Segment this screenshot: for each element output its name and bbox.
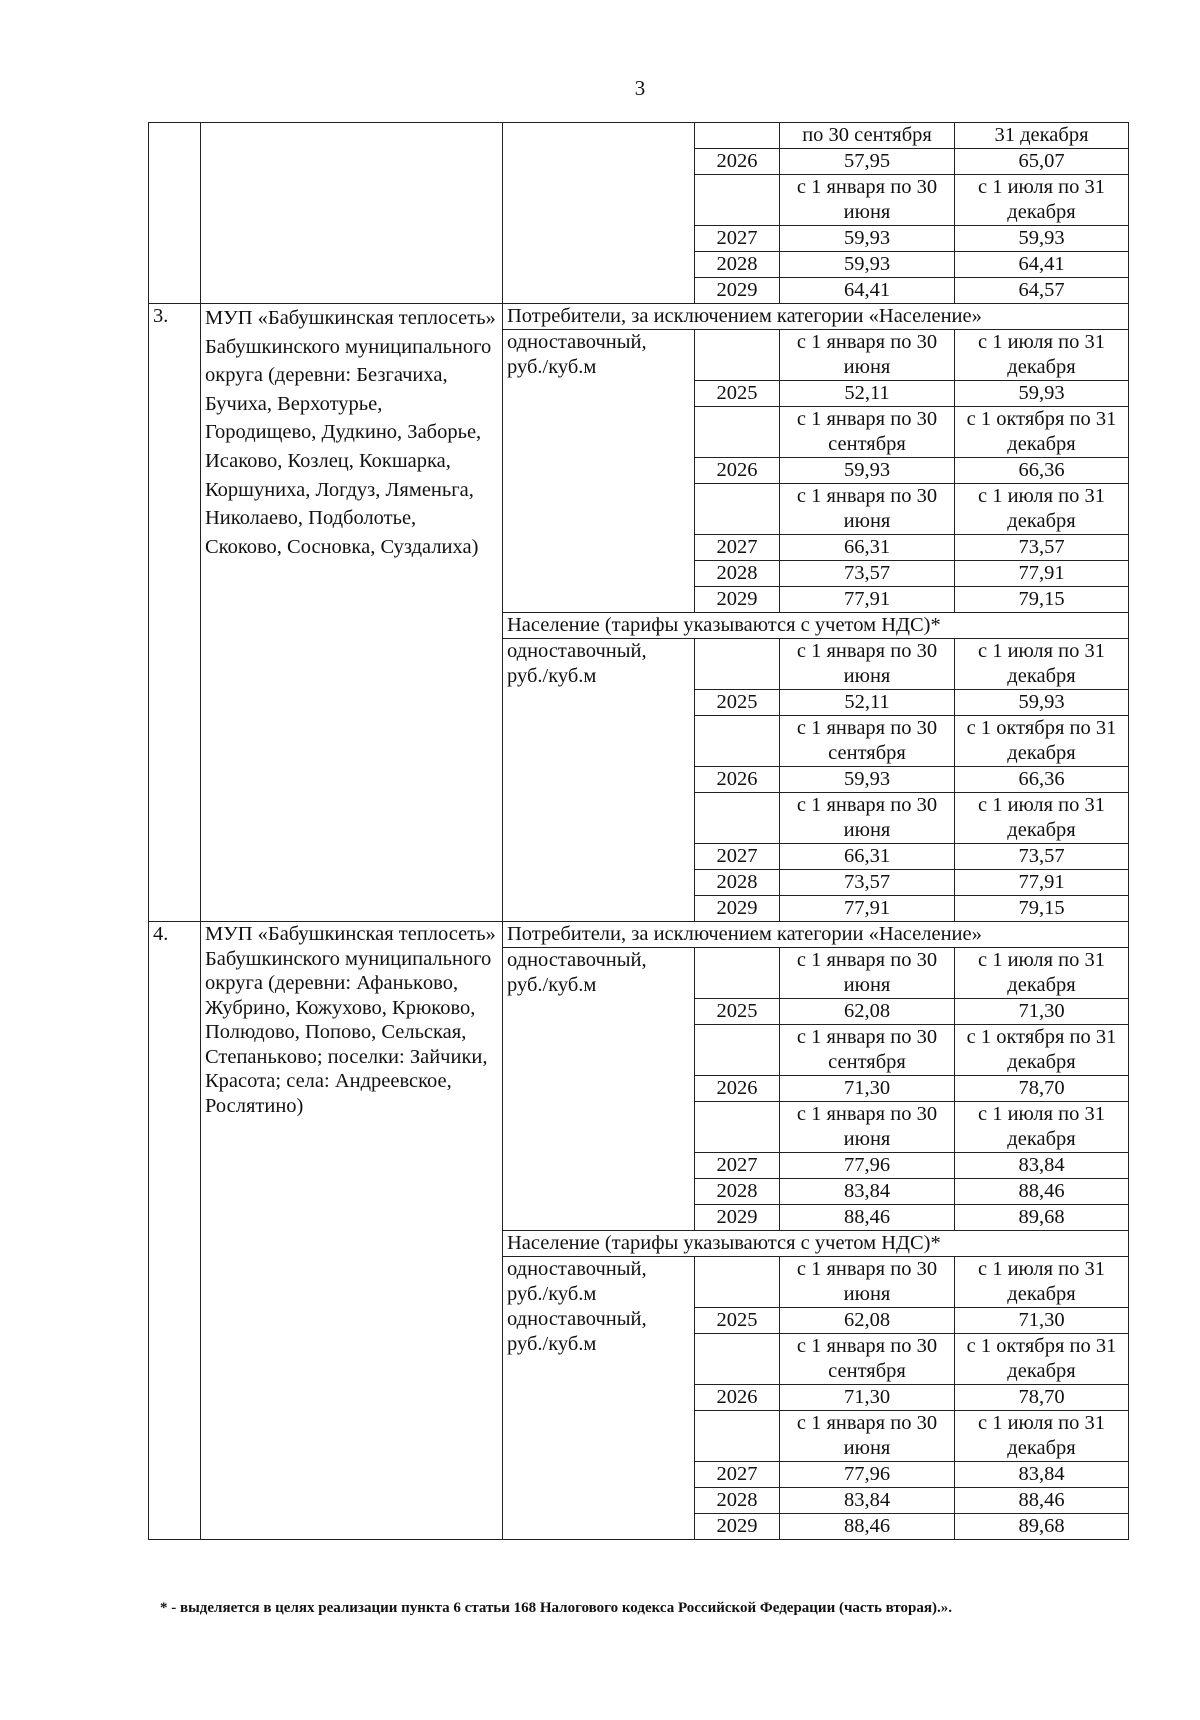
consumer-category-title: Население (тарифы указываются с учетом НДС)* — [503, 613, 1129, 639]
year-cell: 2027 — [695, 844, 780, 870]
period-value-2: 64,41 — [955, 252, 1129, 278]
period-value-1: с 1 января по 30 июня — [780, 484, 955, 535]
period-value-1: 52,11 — [780, 690, 955, 716]
year-cell: 2028 — [695, 561, 780, 587]
year-cell: 2028 — [695, 870, 780, 896]
period-value-2: с 1 июля по 31 декабря — [955, 948, 1129, 999]
year-cell: 2026 — [695, 458, 780, 484]
period-value-1: 59,93 — [780, 767, 955, 793]
period-value-1: 62,08 — [780, 999, 955, 1025]
consumer-category-title: Потребители, за исключением категории «Население» — [503, 922, 1129, 948]
period-value-1: с 1 января по 30 июня — [780, 1411, 955, 1462]
period-value-2: с 1 июля по 31 декабря — [955, 330, 1129, 381]
year-cell: 2027 — [695, 1153, 780, 1179]
tariff-table — [148, 122, 1129, 1540]
year-cell — [695, 793, 780, 844]
period-value-2: 31 декабря — [955, 123, 1129, 149]
period-value-1: 77,96 — [780, 1153, 955, 1179]
year-cell — [695, 1257, 780, 1308]
period-value-1: 83,84 — [780, 1488, 955, 1514]
period-value-2: с 1 июля по 31 декабря — [955, 1257, 1129, 1308]
entry-number: 4. — [149, 922, 201, 1540]
period-value-1: 73,57 — [780, 870, 955, 896]
period-value-2: 78,70 — [955, 1385, 1129, 1411]
year-cell — [695, 1411, 780, 1462]
period-value-2: с 1 июля по 31 декабря — [955, 639, 1129, 690]
period-value-2: с 1 октября по 31 декабря — [955, 407, 1129, 458]
period-value-2: 65,07 — [955, 149, 1129, 175]
period-value-2: 88,46 — [955, 1179, 1129, 1205]
page-number: 3 — [634, 76, 646, 100]
year-cell — [695, 1334, 780, 1385]
period-value-2: 88,46 — [955, 1488, 1129, 1514]
year-cell — [695, 1025, 780, 1076]
period-value-1: 59,93 — [780, 226, 955, 252]
tariff-type: одноставочный, руб./куб.м — [503, 330, 695, 613]
period-value-1: 57,95 — [780, 149, 955, 175]
period-value-1: 71,30 — [780, 1076, 955, 1102]
period-value-1: с 1 января по 30 июня — [780, 175, 955, 226]
entry-number-cell — [149, 123, 201, 304]
period-value-1: 83,84 — [780, 1179, 955, 1205]
year-cell: 2027 — [695, 226, 780, 252]
year-cell — [695, 1102, 780, 1153]
period-value-2: с 1 июля по 31 декабря — [955, 1102, 1129, 1153]
year-cell — [695, 330, 780, 381]
tariff-type: одноставочный, руб./куб.м — [503, 948, 695, 1231]
footnote: * - выделяется в целях реализации пункта 6 статьи 168 Налогового кодекса Российской Федерации (часть вторая).». — [160, 1600, 952, 1616]
year-cell: 2026 — [695, 767, 780, 793]
year-cell: 2027 — [695, 535, 780, 561]
period-value-1: с 1 января по 30 сентября — [780, 1334, 955, 1385]
period-value-2: 71,30 — [955, 1308, 1129, 1334]
period-value-1: 59,93 — [780, 252, 955, 278]
year-cell: 2028 — [695, 252, 780, 278]
year-cell — [695, 484, 780, 535]
year-cell: 2026 — [695, 1076, 780, 1102]
period-value-1: с 1 января по 30 июня — [780, 793, 955, 844]
year-cell: 2027 — [695, 1462, 780, 1488]
org-name: МУП «Бабушкинская теплосеть» Бабушкинского муниципального округа (деревни: Афанькoво, Жубрино, Кожухово, Крюково, Полюдово, Попово, Сельская, Степанькoво; поселки: Зайчики, Красота; села: Андреевское, Рослятино) — [201, 922, 503, 1540]
year-cell: 2025 — [695, 999, 780, 1025]
period-value-1: 52,11 — [780, 381, 955, 407]
section-header-row — [149, 304, 1129, 330]
tariff-type: одноставочный, руб./куб.м — [503, 639, 695, 922]
year-cell — [695, 948, 780, 999]
year-cell: 2029 — [695, 1205, 780, 1231]
period-value-1: 71,30 — [780, 1385, 955, 1411]
year-cell — [695, 716, 780, 767]
period-value-2: 64,57 — [955, 278, 1129, 304]
year-cell — [695, 407, 780, 458]
period-value-1: по 30 сентября — [780, 123, 955, 149]
period-value-1: с 1 января по 30 сентября — [780, 1025, 955, 1076]
period-value-2: 77,91 — [955, 870, 1129, 896]
tariff-table-body — [149, 123, 1129, 1540]
year-cell: 2029 — [695, 278, 780, 304]
table-row — [149, 123, 1129, 149]
tariff-type: одноставочный, руб./куб.м одноставочный, руб./куб.м — [503, 1257, 695, 1540]
year-cell — [695, 639, 780, 690]
period-value-2: 59,93 — [955, 226, 1129, 252]
period-value-1: 59,93 — [780, 458, 955, 484]
year-cell: 2029 — [695, 1514, 780, 1540]
period-value-1: 88,46 — [780, 1514, 955, 1540]
period-value-1: 66,31 — [780, 844, 955, 870]
period-value-1: 88,46 — [780, 1205, 955, 1231]
period-value-2: с 1 июля по 31 декабря — [955, 484, 1129, 535]
period-value-2: 66,36 — [955, 767, 1129, 793]
entry-number: 3. — [149, 304, 201, 922]
period-value-2: 89,68 — [955, 1514, 1129, 1540]
year-cell — [695, 175, 780, 226]
year-cell: 2028 — [695, 1179, 780, 1205]
period-value-2: 77,91 — [955, 561, 1129, 587]
period-value-2: 73,57 — [955, 535, 1129, 561]
period-value-2: с 1 июля по 31 декабря — [955, 793, 1129, 844]
year-cell: 2025 — [695, 381, 780, 407]
period-value-2: 59,93 — [955, 381, 1129, 407]
year-cell: 2029 — [695, 587, 780, 613]
period-value-2: 89,68 — [955, 1205, 1129, 1231]
period-value-1: 73,57 — [780, 561, 955, 587]
period-value-2: с 1 октября по 31 декабря — [955, 1334, 1129, 1385]
year-cell: 2025 — [695, 690, 780, 716]
period-value-2: 71,30 — [955, 999, 1129, 1025]
period-value-2: с 1 июля по 31 декабря — [955, 1411, 1129, 1462]
year-cell: 2026 — [695, 149, 780, 175]
consumer-category-title: Население (тарифы указываются с учетом НДС)* — [503, 1231, 1129, 1257]
period-value-1: 62,08 — [780, 1308, 955, 1334]
section-header-row — [149, 922, 1129, 948]
year-cell: 2028 — [695, 1488, 780, 1514]
year-cell — [695, 123, 780, 149]
period-value-2: с 1 июля по 31 декабря — [955, 175, 1129, 226]
period-value-1: с 1 января по 30 июня — [780, 1257, 955, 1308]
period-value-2: 59,93 — [955, 690, 1129, 716]
period-value-1: 66,31 — [780, 535, 955, 561]
period-value-2: 83,84 — [955, 1462, 1129, 1488]
org-name-cell — [201, 123, 503, 304]
period-value-2: 78,70 — [955, 1076, 1129, 1102]
period-value-1: 77,91 — [780, 587, 955, 613]
period-value-1: с 1 января по 30 сентября — [780, 716, 955, 767]
period-value-2: 79,15 — [955, 896, 1129, 922]
period-value-1: 77,91 — [780, 896, 955, 922]
year-cell: 2029 — [695, 896, 780, 922]
period-value-2: 83,84 — [955, 1153, 1129, 1179]
year-cell: 2025 — [695, 1308, 780, 1334]
period-value-1: с 1 января по 30 июня — [780, 639, 955, 690]
org-name: МУП «Бабушкинская теплосеть» Бабушкинского муниципального округа (деревни: Безгачиха, Бучиха, Верхотурье, Городищево, Дудкино, Заборье, Исаково, Козлец, Кокшарка, Коршуниха, Логдуз, Ляменьга, Николаево, Подболотье, Скоково, Сосновка, Суздалиха) — [201, 304, 503, 922]
period-value-1: 77,96 — [780, 1462, 955, 1488]
period-value-2: 73,57 — [955, 844, 1129, 870]
period-value-1: с 1 января по 30 июня — [780, 948, 955, 999]
year-cell: 2026 — [695, 1385, 780, 1411]
consumer-category-title: Потребители, за исключением категории «Население» — [503, 304, 1129, 330]
period-value-2: 66,36 — [955, 458, 1129, 484]
period-value-1: с 1 января по 30 июня — [780, 1102, 955, 1153]
period-value-2: с 1 октября по 31 декабря — [955, 716, 1129, 767]
period-value-2: с 1 октября по 31 декабря — [955, 1025, 1129, 1076]
period-value-2: 79,15 — [955, 587, 1129, 613]
period-value-1: с 1 января по 30 июня — [780, 330, 955, 381]
period-value-1: 64,41 — [780, 278, 955, 304]
period-value-1: с 1 января по 30 сентября — [780, 407, 955, 458]
tariff-type-cell — [503, 123, 695, 304]
